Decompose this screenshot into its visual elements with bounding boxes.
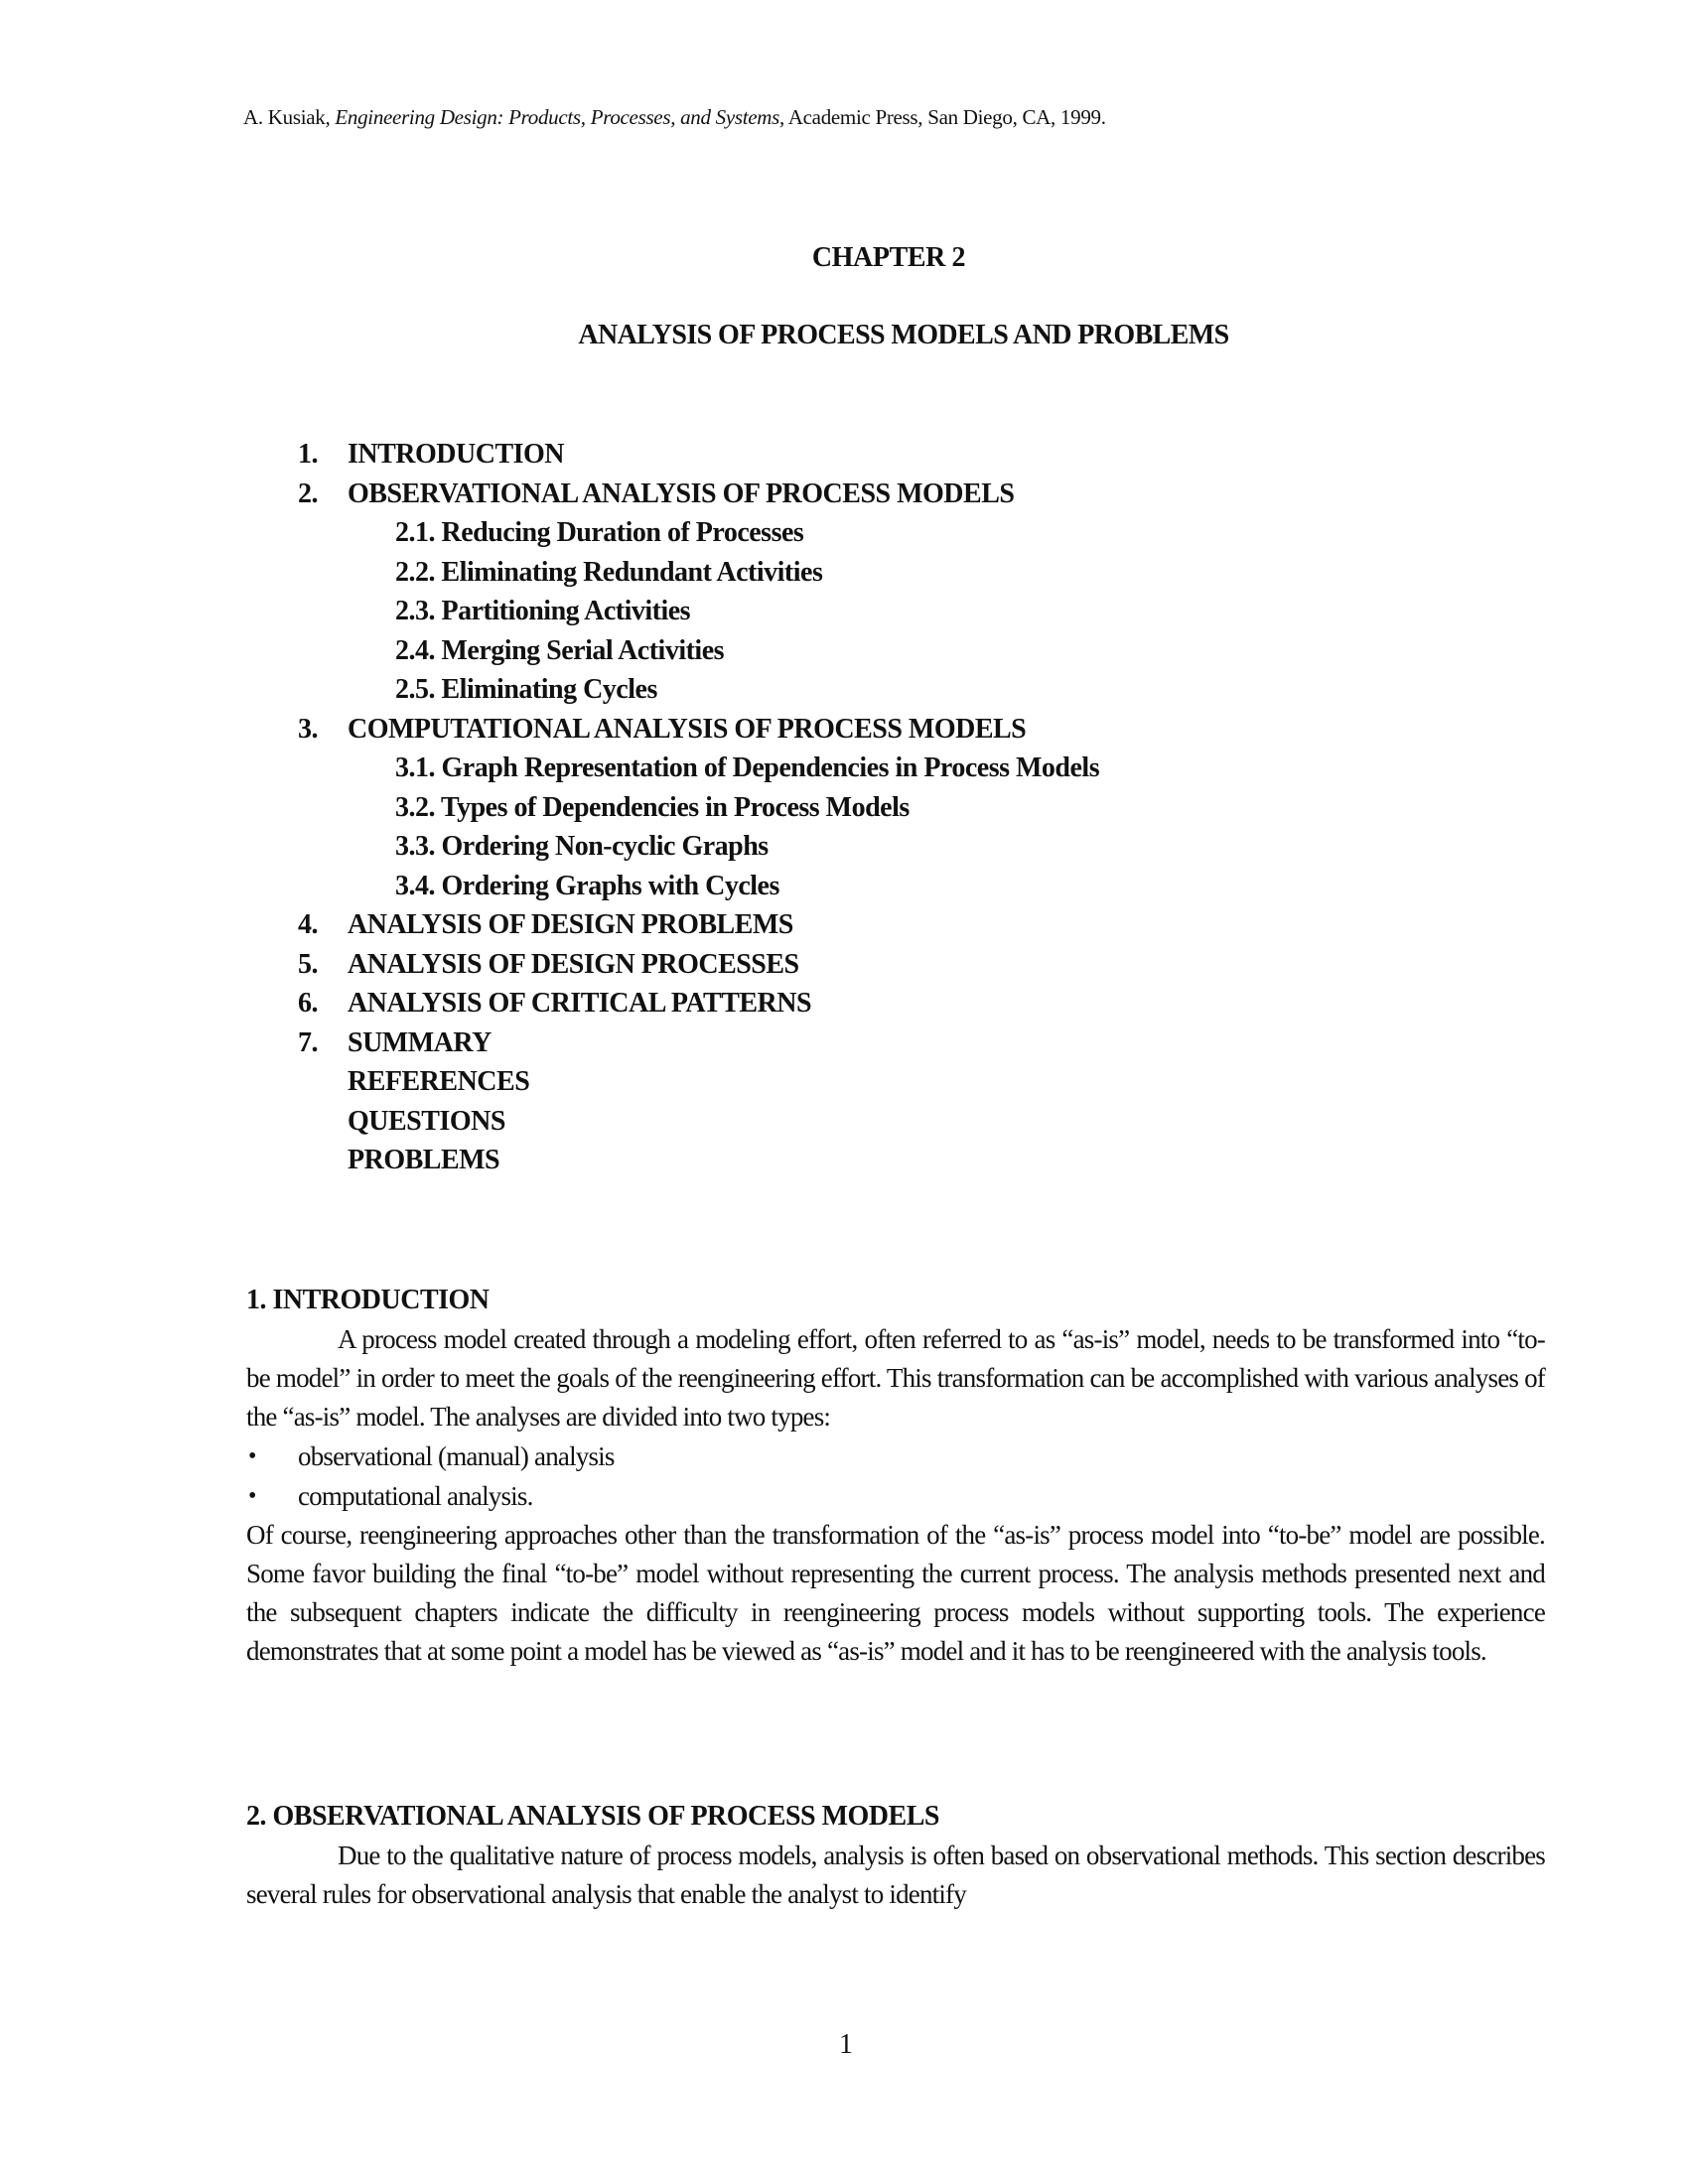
section-heading: 1. INTRODUCTION bbox=[246, 1285, 490, 1315]
paragraph: Due to the qualitative nature of process models, analysis is often based on observational methods. This section describes several rules for observational analysis that enable the analyst to identify bbox=[246, 1841, 1545, 1909]
header-publisher: , Academic Press, San Diego, CA, 1999. bbox=[779, 105, 1106, 129]
chapter-label: CHAPTER 2 bbox=[811, 242, 966, 273]
bullet-item: • observational (manual) analysis bbox=[246, 1436, 1545, 1476]
paragraph: Of course, reengineering approaches other than the transformation of the “as-is” process model into “to-be” model are possible. Some favor building the final “to-be” model without representing the current process. The analysis methods presented next and the subsequent chapters indicate the difficulty in reengineering process models without supporting tools. The experience demonstrates that at some point a model has be viewed as “as-is” model and it has to be reengineered with the analysis tools. bbox=[246, 1520, 1545, 1666]
page-number: 1 bbox=[839, 2029, 853, 2060]
paragraph: A process model created through a modeling effort, often referred to as “as-is” model, needs to be transformed into “to-be model” in order to meet the goals of the reengineering effort. This transformation can be accomplished with various analyses of the “as-is” model. The analyses are divided into two types: bbox=[246, 1324, 1545, 1432]
section-introduction bbox=[246, 1281, 1545, 1671]
bullet-item: • computational analysis. bbox=[246, 1476, 1545, 1516]
running-header bbox=[243, 105, 1106, 130]
chapter-title: ANALYSIS OF PROCESS MODELS AND PROBLEMS bbox=[578, 320, 1229, 350]
bullet-list bbox=[246, 1436, 1545, 1516]
section-observational-analysis bbox=[246, 1797, 1545, 1914]
header-author: A. Kusiak, bbox=[243, 105, 336, 129]
header-book-title: Engineering Design: Products, Processes, and Systems bbox=[335, 105, 780, 129]
bullet-icon: • bbox=[248, 1443, 256, 1469]
bullet-icon: • bbox=[248, 1483, 256, 1509]
section-heading: 2. OBSERVATIONAL ANALYSIS OF PROCESS MODELS bbox=[246, 1801, 939, 1832]
